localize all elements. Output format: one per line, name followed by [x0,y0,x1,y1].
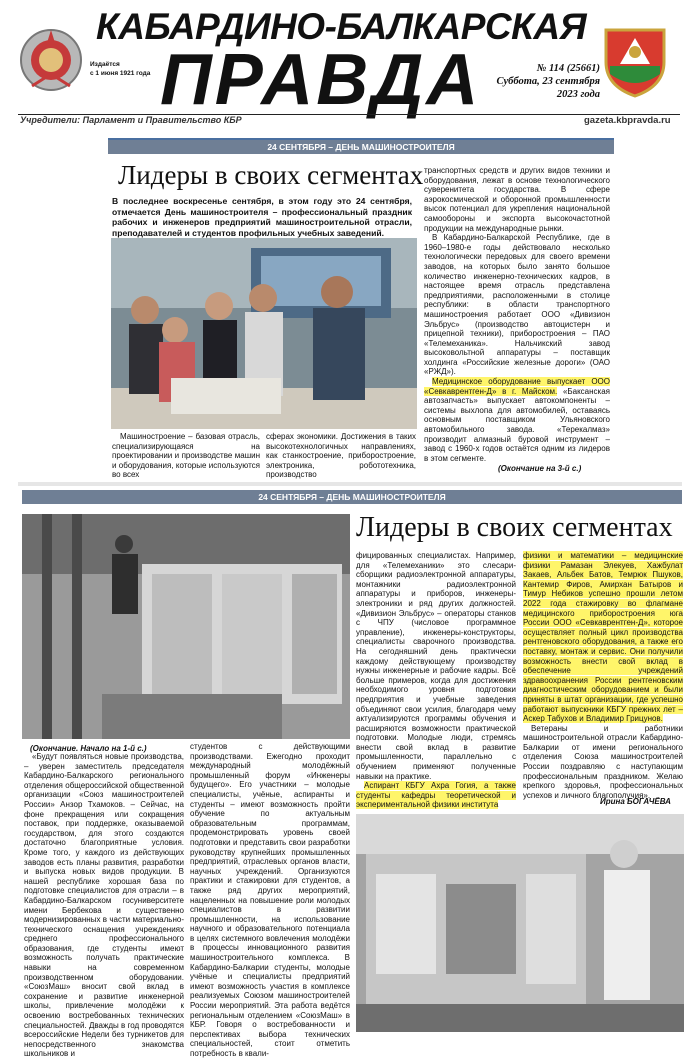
newspaper-title-main: ПРАВДА [160,40,482,120]
article-column-4 [523,551,683,801]
paragraph: В Кабардино-Балкарской Республике, где в 1960–1980-е годы действовало несколько технологически передовых для своего времени заводов, на которых было занято большое количество инженерно-технических кадров, в настоящее время отрасль представлена предприятиями, расположенными в столице республики: в области транспортного машиностроения работает ООО «Дивизион Эльбрус» (производство автоцистерн и прицепной техники), приборостроения – ПАО «Телемеханика». Нальчикский завод высоковольтной аппаратуры – поставщик холдинга «Российские железные дороги» (ОАО «РЖД»). [424,233,610,377]
section-band: 24 СЕНТЯБРЯ – ДЕНЬ МАШИНОСТРОИТЕЛЯ [108,140,614,154]
article-column-1 [112,432,260,480]
article-lead: В последнее воскресенье сентября, в этом году это 24 сентября, отмечается День машиностроителя – профессиональный праздник рабочих и инженеров предприятий машиностроительной отрасли, преподавателей и студентов профильных учебных заведений. [112,196,412,238]
paragraph [523,551,683,724]
paragraph [356,781,516,810]
paragraph: Машиностроение – базовая отрасль, специализирующаяся на проектировании и производстве машин и оборудования, которые используются во всех [112,432,260,480]
issue-date: Суббота, 23 сентября [496,76,600,87]
paragraph: транспортных средств и других видов техники и оборудования, лежат в основе технологического суверенитета государства. В сфере аэрокосмической и оборонной промышленности высок потенциал для укрепления национальной самообороны и экспорта высокочастотной продукции на международные рынки. [424,166,610,233]
site-link[interactable]: gazeta.kbpravda.ru [584,115,671,126]
continued-note: (Окончание на 3-й с.) [498,464,582,473]
paragraph-text: «Баксанская автозапчасть» выпускает автокомпоненты – системы выхлопа для автомобилей, оставаясь основным поставщиком Ульяновского автомобильного завода. «Терекалмаз» производит алмазный буровой инструмент – завод с 1960-х годов остаётся одним из лидеров в этом сегменте. [424,386,610,463]
article-column-3 [356,551,516,810]
paragraph: студентов с действующими производствами. Ежегодно проходит международный молодёжный промышленный форум «Инженеры будущего». Его участники – молодые специалисты, учёные, аспиранты и студенты – имеют возможность пройти обучение по актуальным образовательным программам, продемонстрировать уровень своей подготовки и представить свои разработки руководству крупнейших промышленных предприятий, отраслевых органов власти, научных учреждений. Организуются практики и стажировки для студентов, а также ряд других мероприятий, нацеленных на повышение роли молодых специалистов в развитии промышленности, на использование научного и образовательного потенциала в целях системного вовлечения молодёжи в процессы инновационного развития машиностроительного комплекса. В Кабардино-Балкарии студенты, молодые учёные и специалисты предприятий имеют возможность участия в комплексе реализуемых Союзом машиностроителей России мероприятий. Эта работа ведётся региональным отделением «СоюзМаш» в КБР. Говоря о востребованности и перспективах выбора технических специальностей, стоит отметить потребность в квали- [190,742,350,1058]
issue-year: 2023 года [556,89,600,100]
masthead [0,0,700,132]
author-signature: Ирина БОГАЧЁВА [600,797,671,806]
paragraph: «Будут появляться новые производства, – уверен заместитель председателя Кабардино-Балкарского регионального отделения общероссийской общественной организации «Союз машиностроителей России» Анзор Тхамоков. – Сейчас, на фоне прекращения или сокращения поставок, при поддержке, оказываемой государством, для этого создаются достаточно благоприятные условия. Кроме того, у каждого из действующих заводов есть планы развития, разработки и выпуска новых видов продукции. В нашей республике хорошая база по подготовке специалистов для отрасли – в Кабардино-Балкарском госуниверситете имени Бербекова и существенно модернизированных в части материально-технического оснащения учреждениях среднего профессионального образования, где студенты имеют возможность получать практические навыки на современном производственном оборудовании. «СоюзМаш» вносит свой вклад в сохранение и развитие инженерной школы, привлечение молодёжи к освоению востребованных технических специальностей. Дважды в год проводятся всероссийские Недели без турникетов для непосредственного знакомства школьников и [24,752,184,1059]
issue-number: № 114 (25661) [536,63,600,74]
article-column-3 [424,166,610,466]
section-band: 24 СЕНТЯБРЯ – ДЕНЬ МАШИНОСТРОИТЕЛЯ [22,490,682,504]
production-line-photo [356,814,684,1032]
article-column-2 [190,742,350,1058]
paragraph: фицированных специалистах. Например, для «Телемеханики» это слесари-сборщики радиоэлектронной аппаратуры, монтажники радиоэлектронной аппаратуры и приборов, инженеры-электроники и ряд других должностей. «Дивизион Эльбрус» – операторы станков с ЧПУ (числовое программное управление), инженеры-конструкторы, специалисты сварочного производства. На сегодняшний день практически каждому действующему производству нужны инженерные и рабочие кадры. Всё больше примеров, когда для достижения необходимого уровня подготовки предприятия и учебные заведения объединяют свои усилия, благодаря чему актуализируются программы обучения и расширяются возможности практической подготовки. Молодые люди, стремясь внести свой вклад в развитие промышленности, параллельно с обучением применяют полученные навыки на практике. [356,551,516,781]
newspaper-title-top: КАБАРДИНО-БАЛКАРСКАЯ [96,6,587,47]
start-note: (Окончание. Начало на 1-й с.) [30,744,147,753]
factory-worker-photo [22,514,350,739]
since-text: Издаётся с 1 июня 1921 года [90,61,151,77]
students-lab-photo [111,238,417,429]
article-headline: Лидеры в своих сегментах [118,160,424,190]
issue-info [494,62,600,101]
article-column-1 [24,742,184,1059]
paragraph: Ветераны и работники машиностроительной отрасли Кабардино-Балкарии от имени регионального отделения Союза машиностроителей России поздравляю с наступающим профессиональным праздником. Желаю крепкого здоровья, профессиональных успехов и личного благополучия». [523,723,683,800]
article-headline: Лидеры в своих сегментах [356,512,673,543]
paragraph [424,377,610,463]
highlighted-text: физики и математики – медицинские физики Рамазан Элекуев, Хажбулат Закаев, Альбек Батов, Темрюк Пшуков, Кантемир Фиров, Амирхан Батыров и Тимур Небиков успешно прошли летом 2022 года стажировку во флагмане медицинского приборостроения юга России ООО «Севкаврентген-Д», которое осуществляет полный цикл производства рентгеновского оборудования, а также его поставку, монтаж и сервис. Они получили возможность внести свой вклад в обеспечение учреждений здравоохранения России рентгеновским диагностическим оборудованием и были приняты в штат организации, где успешно работают выпускники КБГУ прежних лет – Аскер Табухов и Владимир Грицунов. [523,551,683,724]
coat-of-arms-icon [600,22,670,98]
founder-text: Учредители: Парламент и Правительство КБР [20,115,242,125]
order-emblem-icon [18,22,84,98]
article-column-2 [266,432,416,480]
paragraph: сферах экономики. Достижения в таких высокотехнологичных направлениях, как станкостроение, приборостроение, электроника, робототехника, производство [266,432,416,480]
highlighted-text: Аспирант КБГУ Ахра Гогия, а также студенты кафедры теоретической и экспериментальной физики института [356,781,516,810]
page-divider [18,482,682,486]
highlighted-text: Медицинское оборудование выпускает ООО «Севкаврентген-Д» в г. Майском. [424,377,610,396]
